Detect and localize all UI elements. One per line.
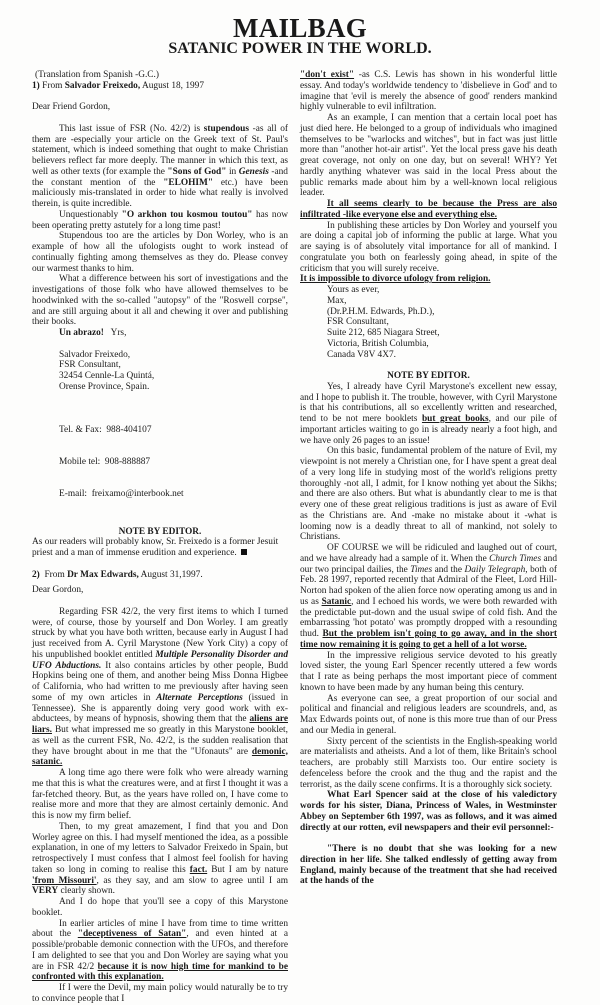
letter1-heading: 1) From Salvador Freixedo, August 18, 1997	[32, 80, 205, 91]
right-column	[300, 70, 557, 887]
letter2-emphasis: It all seems clearly to be because the Press are also infiltrated -like everyone else and everything else.	[300, 199, 557, 220]
letter1-contacts: Tel. & Fax: 988-404107 Mobile tel: 908-888887 E-mail: freixamo@interbook.net	[32, 403, 288, 521]
editor-paragraph: OF COURSE we will be ridiculed and laughed out of court, and we have already had a sample of it. When the Church Times and our two principal dailies, the Times and the Daily Telegraph, both of Feb. 28 1997, reported recently that Admiral of the Fleet, Lord Hill-Norton had spoken of the alien force now operating among us and in us as Satanic, and I echoed his words, we were both rewarded with the predictable put-down and the usual swipe of cold fish. And the embarrassing 'hot potato' was promptly dropped with a resounding thud. But the problem isn't going to go away, and in the short time now remaining it is going to get a hell of a lot worse.	[300, 543, 558, 650]
editor-paragraph: Sixty percent of the scientists in the English-speaking world are materialists and atheists. And a lot of them, like Britain's school teachers, are probably still Marxists too. Our entire society is defenceless before the crook and the thug and the rapist and the terrorist, as the daily scene confirms. It is a thoroughly sick society.	[300, 736, 557, 790]
letter2-emphasis: It is impossible to divorce ufology from religion.	[300, 274, 491, 285]
letter2-paragraph: A long time ago there were folk who were already warning me that this is what the creatures were, and at first I thought it was a far-fetched theory. But, as the years have rolled on, I have come to realise more and more that they are almost certainly demonic. And this is now my firm belief.	[32, 768, 288, 821]
editor-paragraph: Yes, I already have Cyril Marystone's excellent new essay, and I hope to publish it. The trouble, however, with Cyril Marystone is that his contributions, all so excellently written and researched, tend to be not mere booklets but great books, and our pile of important articles waiting to go in is already nearly a foot high, and we have only 26 pages to an issue!	[300, 381, 558, 446]
letter1-paragraph: Unquestionably "O arkhon tou kosmou toutou" has now been operating pretty astutely for a long time past!	[32, 209, 288, 231]
editor-paragraph: What Earl Spencer said at the close of his valedictory words for his sister, Diana, Princess of Wales, in Westminster Abbey on September 6th 1997, was as follows, and it was aimed directly at our rotten, evil newspapers and their evil personnel:-	[300, 790, 557, 833]
letter2-paragraph: In publishing these articles by Don Worley and yourself you are doing a capital job of informing the public at large. What you are saying is of absolutely vital importance for all of mankind. I congratulate you both on fearlessly going ahead, in spite of the criticism that you will surely receive.	[300, 220, 557, 274]
letter2-heading: 2) From Dr Max Edwards, August 31,1997.	[32, 569, 203, 580]
letter2-paragraph-continuation: "don't exist" -as C.S. Lewis has shown in his wonderful little essay. And today's worldwide tendency to 'disbelieve in God' and to imagine that 'evil is merely the absence of good' renders mankind highly vulnerable to evil infiltration.	[300, 70, 557, 113]
letter2-paragraph: As an example, I can mention that a certain local poet has just died here. He belonged to a group of individuals who imagined themselves to be "warlocks and witches", but in fact was just little more than "another hot-air artist". Yet the local press gave his death great coverage, not only on one day, but on several! WHY? Yet hardly anything whatever was said in the local Press about the public remarks made about him by a well-known local religious leader.	[300, 113, 557, 199]
letter2-paragraph: In earlier articles of mine I have from time to time written about the "deceptiveness of Satan", and even hinted at a possible/probable demonic connection with the UFOs, and therefore I am delighted to see that you and Don Worley are saying what you are in FSR 42/2 because it is now high time for mankind to be confronted with this explanation.	[32, 918, 289, 983]
letter1-signature: Salvador Freixedo, FSR Consultant, 32454 Cennle-La Quintá, Orense Province, Spain.	[59, 349, 155, 392]
editor-note-heading: NOTE BY EDITOR.	[118, 526, 202, 537]
page-subtitle: SATANIC POWER IN THE WORLD.	[168, 40, 432, 57]
letter1-closing: Un abrazo! Yrs,	[59, 328, 127, 338]
letter2-signature: Yours as ever, Max, (Dr.P.H.M. Edwards, Ph.D.), FSR Consultant, Suite 212, 685 Niagara Street, Victoria, British Columbia, Canada V8V 4X7.	[327, 285, 440, 360]
editor-note: As our readers will probably know, Sr. Freixedo is a former Jesuit priest and a man of immense erudition and experience.	[32, 537, 279, 558]
letter1-paragraph: What a difference between his sort of investigations and the investigations of those folk who have allowed themselves to be hoodwinked with the so-called "autopsy" of the "Roswell corpse", and are still arguing about it all and chewing it over and publishing their books.	[32, 274, 288, 328]
page-title: MAILBAG	[232, 13, 368, 43]
end-mark-icon	[241, 549, 247, 555]
left-column	[32, 70, 288, 1005]
editor-paragraph: On this basic, fundamental problem of the nature of Evil, my viewpoint is not merely a Christian one, for I have spent a great deal of a very long life in studying most of the world's religions pretty thoroughly -not all, I admit, for I know nothing yet about the Sikhs; and there are also others. But what is abundantly clear to me is that every one of these great religious traditions is just as aware of Evil as the Christians are. And -make no mistake about it -what is looming now is a deadly threat to all of mankind, not solely to Christians.	[300, 446, 557, 543]
spencer-quote: "There is no doubt that she was looking for a new direction in her life. She talked endlessly of getting away from England, mainly because of the treatment that she had received at the hands of the	[300, 844, 557, 887]
translation-note: (Translation from Spanish -G.C.)	[35, 70, 159, 80]
email-link[interactable]: E-mail: freixamo@interbook.net	[59, 489, 184, 500]
letter2-paragraph: Regarding FSR 42/2, the very first items to which I turned were, of course, those by yourself and Don Worley. I am greatly struck by what you have both written, because early in August I had just received from A. Cyril Marystone (New York City) a copy of his unpublished booklet entitled Multiple Personality Disorder and UFO Abductions. It also contains articles by other people, Budd Hopkins being one of them, and another being Miss Donna Higbee of California, who had written to me previously after having seen some of my own articles in Alternate Perceptions (issued in Tennessee). She is apparently doing very good work with ex-abductees, by means of hypnosis, showing them that the aliens are liars. But what impressed me so greatly in this Marystone booklet, as well as the current FSR, No. 42/2, is the sudden realisation that they have brought about in me that the "Ufonauts" are demonic, satanic.	[32, 606, 288, 768]
letter2-salutation: Dear Gordon,	[32, 585, 84, 596]
letter2-paragraph: And I do hope that you'll see a copy of this Marystone booklet.	[32, 897, 288, 918]
letter2-paragraph: Then, to my great amazement, I find that you and Don Worley agree on this. I had myself mentioned the idea, as a possible explanation, in one of my letters to Salvador Freixedo in Spain, but retrospectively I must confess that I almost feel foolish for having taken so long in coming to realise this fact. But I am by nature 'from Missouri', as they say, and am slow to agree until I am VERY clearly shown.	[32, 821, 289, 897]
letter1-salutation: Dear Friend Gordon,	[32, 102, 111, 113]
editor-paragraph: As everyone can see, a great proportion of our social and political and financial and religious leaders are scoundrels, and, as Max Edwards points out, of none is this more true than of our Press and our Media in general.	[300, 693, 557, 736]
letter2-paragraph-continued: If I were the Devil, my main policy would naturally be to try to convince people that I	[32, 983, 288, 1004]
editor-paragraph: In the impressive religious service devoted to his greatly loved sister, the young Earl Spencer recently uttered a few words that I rate as being perhaps the most important piece of comment known to have been made by any human being this century.	[300, 650, 557, 693]
editor-note-heading: NOTE BY EDITOR.	[387, 371, 470, 381]
letter1-paragraph: This last issue of FSR (No. 42/2) is stupendous -as all of them are -especially your article on the Greek text of St. Paul's statement, which is indeed something that ought to make Christian believers reflect far more deeply. The manner in which this text, as well as other texts (for example the "Sons of God" in Genesis -and the constant mention of the "ELOHIM" etc.) have been maliciously mis-translated in order to hide what really is involved therein, is quite incredible.	[32, 123, 289, 209]
letter1-paragraph: Stupendous too are the articles by Don Worley, who is an example of how all the ufologists ought to work instead of continually fighting among themselves as they do. Please convey our warmest thanks to him.	[32, 231, 288, 274]
